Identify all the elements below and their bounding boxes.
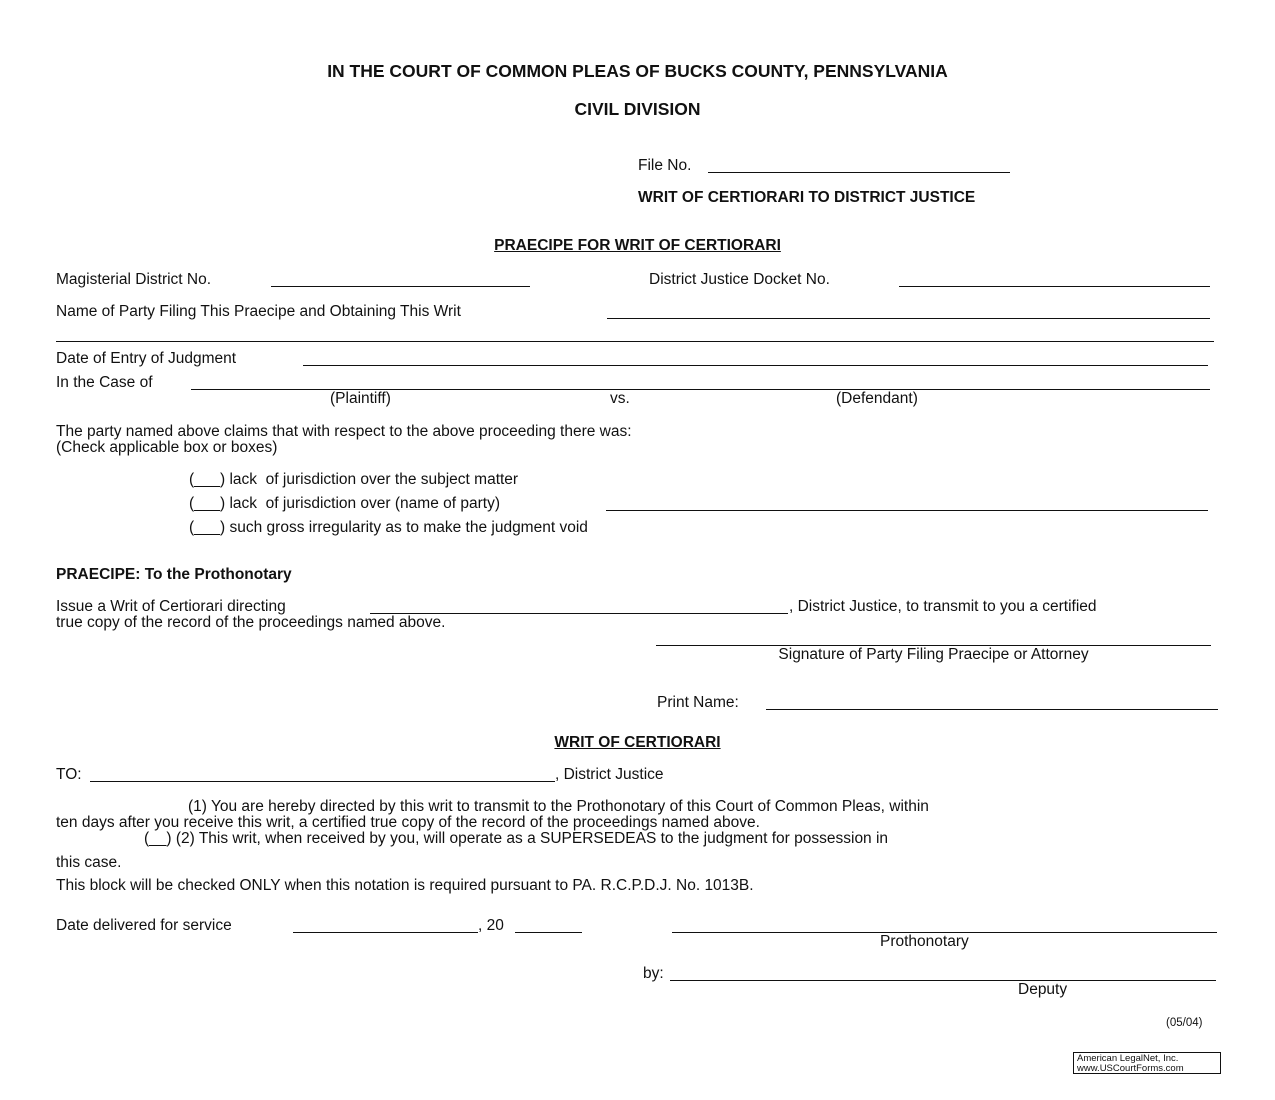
supersedeas-note: This block will be checked ONLY when this notation is required pursuant to PA. R.C.P.D.J. No. 1013B. bbox=[56, 877, 754, 894]
print-name-field[interactable] bbox=[766, 709, 1218, 710]
option-subject-matter[interactable]: (___) lack of jurisdiction over the subject matter bbox=[189, 471, 519, 488]
writ-para2-line1[interactable]: (__) (2) This writ, when received by you, will operate as a SUPERSEDEAS to the judgment for possession in bbox=[144, 830, 889, 847]
judgment-date-label: Date of Entry of Judgment bbox=[56, 350, 237, 367]
issue-writ-label: Issue a Writ of Certiorari directing bbox=[56, 598, 286, 615]
form-date: (05/04) bbox=[1166, 1017, 1203, 1029]
option-gross-irregularity[interactable]: (___) such gross irregularity as to make the judgment void bbox=[189, 519, 588, 536]
docket-no-field[interactable] bbox=[899, 286, 1210, 287]
by-label: by: bbox=[643, 965, 664, 982]
publisher-url: www.USCourtForms.com bbox=[1077, 1063, 1184, 1074]
writ-para2-line2: this case. bbox=[56, 854, 122, 871]
issue-writ-line2: true copy of the record of the proceedings named above. bbox=[56, 614, 446, 631]
date-delivered-field[interactable] bbox=[293, 932, 478, 933]
date-delivered-label: Date delivered for service bbox=[56, 917, 232, 934]
docket-no-label: District Justice Docket No. bbox=[649, 271, 830, 288]
writ-title: WRIT OF CERTIORARI TO DISTRICT JUSTICE bbox=[638, 189, 976, 206]
deputy-signature-field[interactable] bbox=[670, 980, 1216, 981]
signature-caption: Signature of Party Filing Praecipe or Attorney bbox=[778, 646, 1089, 663]
year-prefix: , 20 bbox=[478, 917, 504, 934]
filing-party-label: Name of Party Filing This Praecipe and Obtaining This Writ bbox=[56, 303, 461, 320]
magisterial-district-field[interactable] bbox=[271, 286, 530, 287]
judgment-date-field[interactable] bbox=[303, 365, 1208, 366]
prothonotary-caption: Prothonotary bbox=[880, 933, 969, 950]
plaintiff-caption: (Plaintiff) bbox=[330, 390, 391, 407]
praecipe-heading: PRAECIPE FOR WRIT OF CERTIORARI bbox=[494, 237, 781, 254]
to-label: TO: bbox=[56, 766, 82, 783]
to-district-justice-field[interactable] bbox=[90, 781, 555, 782]
vs-caption: vs. bbox=[610, 390, 630, 407]
issue-writ-suffix: , District Justice, to transmit to you a certified bbox=[789, 598, 1097, 615]
claims-instruction: (Check applicable box or boxes) bbox=[56, 439, 278, 456]
writ-para1-line2: ten days after you receive this writ, a certified true copy of the record of the proceedings named above. bbox=[56, 814, 760, 831]
case-label: In the Case of bbox=[56, 374, 153, 391]
party-name-field[interactable] bbox=[606, 510, 1208, 511]
defendant-caption: (Defendant) bbox=[836, 390, 918, 407]
file-no-label: File No. bbox=[638, 157, 692, 174]
writ-heading: WRIT OF CERTIORARI bbox=[554, 734, 721, 751]
option-party-jurisdiction[interactable]: (___) lack of jurisdiction over (name of party) bbox=[189, 495, 500, 512]
publisher-name: American LegalNet, Inc. bbox=[1077, 1053, 1179, 1064]
filing-party-field-continued[interactable] bbox=[56, 341, 1214, 342]
to-suffix: , District Justice bbox=[555, 766, 664, 783]
claims-text: The party named above claims that with respect to the above proceeding there was: bbox=[56, 423, 632, 440]
filing-party-field[interactable] bbox=[607, 318, 1210, 319]
publisher-stamp bbox=[1073, 1052, 1221, 1074]
print-name-label: Print Name: bbox=[657, 694, 739, 711]
praecipe-to-prothonotary: PRAECIPE: To the Prothonotary bbox=[56, 566, 292, 583]
file-no-field[interactable] bbox=[708, 172, 1010, 173]
year-field[interactable] bbox=[515, 932, 582, 933]
writ-para1-line1: (1) You are hereby directed by this writ to transmit to the Prothonotary of this Court of Common Pleas, within bbox=[188, 798, 929, 815]
magisterial-district-label: Magisterial District No. bbox=[56, 271, 212, 288]
division-title: CIVIL DIVISION bbox=[574, 99, 701, 119]
court-title: IN THE COURT OF COMMON PLEAS OF BUCKS COUNTY, PENNSYLVANIA bbox=[327, 61, 948, 81]
deputy-caption: Deputy bbox=[1018, 981, 1068, 998]
